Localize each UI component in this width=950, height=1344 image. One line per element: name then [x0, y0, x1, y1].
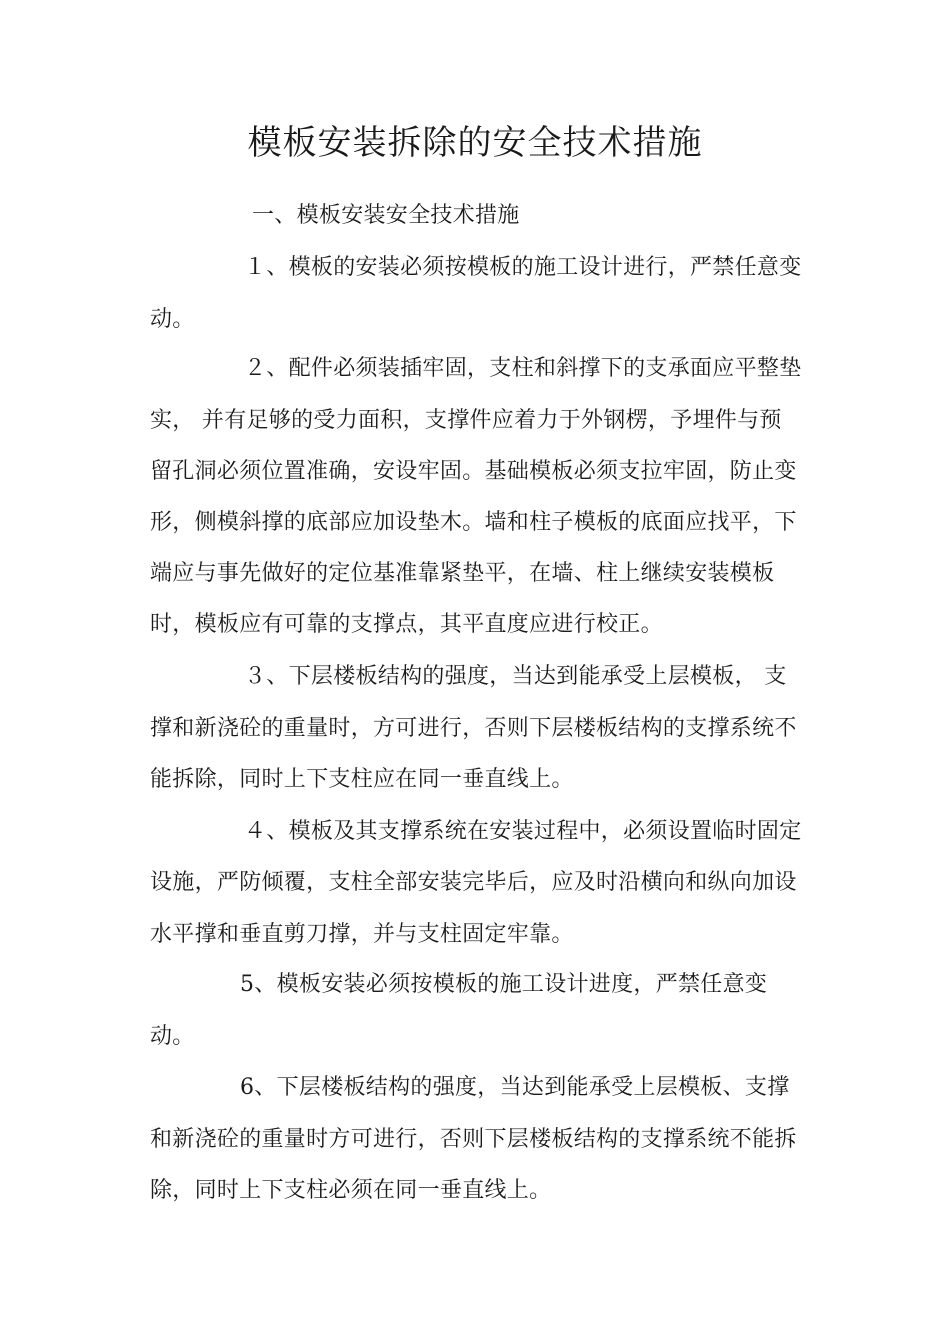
paragraph-2-line-1: ２、配件必须装插牢固，支柱和斜撑下的支承面应平整垫	[244, 356, 802, 381]
paragraph-3-line-2: 撑和新浇砼的重量时，方可进行，否则下层楼板结构的支撑系统不	[150, 716, 797, 741]
paragraph-6-line-1: 6、下层楼板结构的强度，当达到能承受上层模板、支撑	[240, 1075, 790, 1100]
paragraph-2-line-6: 时，模板应有可靠的支撑点，其平直度应进行校正。	[150, 612, 663, 637]
paragraph-1-line-1: １、模板的安装必须按模板的施工设计进行，严禁任意变	[244, 255, 802, 280]
paragraph-3-line-3: 能拆除，同时上下支柱应在同一垂直线上。	[150, 767, 574, 792]
paragraph-2-line-2: 实， 并有足够的受力面积，支撑件应着力于外钢楞，予埋件与预	[150, 408, 782, 433]
paragraph-2-line-3: 留孔洞必须位置准确，安设牢固。基础模板必须支拉牢固，防止变	[150, 459, 797, 484]
document-title: 模板安装拆除的安全技术措施	[247, 123, 703, 163]
paragraph-3-line-1: ３、下层楼板结构的强度，当达到能承受上层模板， 支	[244, 664, 787, 689]
paragraph-6-line-2: 和新浇砼的重量时方可进行，否则下层楼板结构的支撑系统不能拆	[150, 1127, 797, 1152]
paragraph-4-line-3: 水平撑和垂直剪刀撑，并与支柱固定牢靠。	[150, 922, 574, 947]
paragraph-2-line-4: 形，侧模斜撑的底部应加设垫木。墙和柱子模板的底面应找平，下	[150, 510, 797, 535]
paragraph-5-line-1: 5、模板安装必须按模板的施工设计进度，严禁任意变	[240, 972, 768, 997]
paragraph-1-line-2: 动。	[150, 307, 195, 332]
paragraph-2-line-5: 端应与事先做好的定位基准靠紧垫平，在墙、柱上继续安装模板	[150, 561, 775, 586]
section-heading: 一、模板安装安全技术措施	[252, 203, 520, 228]
paragraph-4-line-1: ４、模板及其支撑系统在安装过程中，必须设置临时固定	[244, 819, 802, 844]
paragraph-4-line-2: 设施，严防倾覆，支柱全部安装完毕后，应及时沿横向和纵向加设	[150, 870, 797, 895]
paragraph-6-line-3: 除，同时上下支柱必须在同一垂直线上。	[150, 1178, 552, 1203]
paragraph-5-line-2: 动。	[150, 1024, 195, 1049]
